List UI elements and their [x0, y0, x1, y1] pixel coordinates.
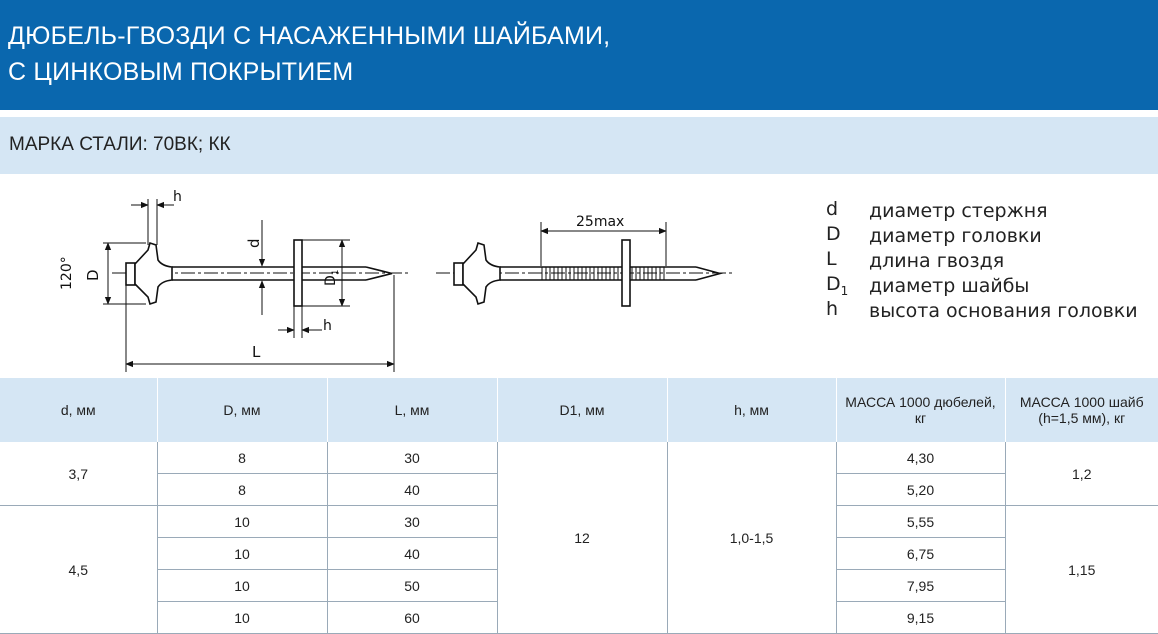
nail-right	[436, 222, 735, 306]
cell-L: 50	[327, 570, 497, 602]
cell-mass: 9,15	[836, 602, 1005, 634]
dim-25max: 25max	[576, 214, 625, 230]
col-header-D1: D1, мм	[497, 378, 667, 442]
col-header-h: h, мм	[667, 378, 836, 442]
legend-item	[826, 298, 1138, 323]
spec-table-wrap	[0, 378, 1158, 634]
table-header-row	[0, 378, 1158, 442]
steel-grade-bar	[0, 117, 1158, 174]
cell-L: 40	[327, 538, 497, 570]
legend-desc: диаметр шайбы	[869, 274, 1030, 297]
cell-d: 4,5	[0, 506, 157, 634]
col-header-D: D, мм	[157, 378, 327, 442]
cell-L: 40	[327, 474, 497, 506]
cell-mass: 4,30	[836, 442, 1005, 474]
legend-desc: диаметр стержня	[869, 199, 1048, 222]
legend-item	[826, 198, 1138, 223]
legend-item	[826, 223, 1138, 248]
legend-item: $D_1$ диаметр шайбы	[826, 273, 1030, 298]
col-header-mass-nails: МАССА 1000 дюбелей, кг	[836, 378, 1005, 442]
legend-desc: диаметр головки	[869, 224, 1042, 247]
legend-item	[826, 248, 1138, 273]
col-header-mass-washers: МАССА 1000 шайб (h=1,5 мм), кг	[1005, 378, 1158, 442]
legend	[826, 198, 1138, 323]
cell-mass: 7,95	[836, 570, 1005, 602]
legend-symbol: D	[826, 223, 841, 246]
spec-table	[0, 378, 1158, 634]
cell-mass: 5,55	[836, 506, 1005, 538]
cell-D: 10	[157, 570, 327, 602]
steel-grade-label: МАРКА СТАЛИ: 70ВК; КК	[9, 134, 231, 155]
cell-D: 10	[157, 602, 327, 634]
page-title-line-2: С ЦИНКОВЫМ ПОКРЫТИЕМ	[8, 58, 354, 86]
dim-D1: $D_1$	[323, 269, 341, 286]
legend-symbol: d	[826, 198, 839, 221]
cell-mass: 6,75	[836, 538, 1005, 570]
cell-L: 60	[327, 602, 497, 634]
dim-angle: 120°	[59, 256, 75, 290]
cell-D: 8	[157, 474, 327, 506]
dim-h-top: h	[173, 189, 182, 205]
cell-D: 10	[157, 538, 327, 570]
cell-washer-mass: 1,15	[1005, 506, 1158, 634]
page-title-line-1: ДЮБЕЛЬ-ГВОЗДИ С НАСАЖЕННЫМИ ШАЙБАМИ,	[8, 22, 611, 50]
cell-h: 1,0-1,5	[667, 442, 836, 634]
legend-desc: высота основания головки	[869, 299, 1138, 322]
dim-h-bottom: h	[323, 318, 332, 334]
legend-desc: длина гвоздя	[869, 249, 1005, 272]
dim-L: L	[252, 343, 261, 361]
dim-d: d	[245, 238, 263, 248]
legend-symbol: L	[826, 248, 837, 271]
col-header-L: L, мм	[327, 378, 497, 442]
cell-d: 3,7	[0, 442, 157, 506]
cell-L: 30	[327, 442, 497, 474]
cell-washer-mass: 1,2	[1005, 442, 1158, 506]
legend-symbol: h	[826, 298, 839, 321]
dim-D: D	[84, 269, 102, 281]
cell-D: 8	[157, 442, 327, 474]
title-bar	[0, 0, 1158, 110]
cell-D1: 12	[497, 442, 667, 634]
cell-mass: 5,20	[836, 474, 1005, 506]
table-row	[0, 442, 1158, 474]
cell-D: 10	[157, 506, 327, 538]
legend-symbol: D	[826, 273, 841, 296]
cell-L: 30	[327, 506, 497, 538]
col-header-d: d, мм	[0, 378, 157, 442]
